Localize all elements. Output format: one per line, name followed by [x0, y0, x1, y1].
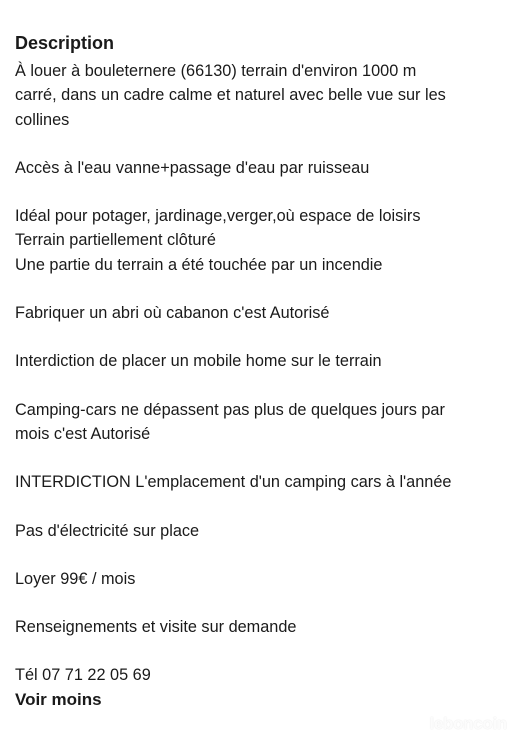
- description-paragraph: Fabriquer un abri où cabanon c'est Autorisé: [15, 304, 330, 323]
- description-paragraph: À louer à bouleternere (66130) terrain d'environ 1000 m carré, dans un cadre calme et naturel avec belle vue sur les collines: [15, 62, 446, 129]
- phone-paragraph: Tél 07 71 22 05 69: [15, 666, 151, 685]
- description-title: Description: [15, 33, 115, 53]
- description-paragraph: INTERDICTION L'emplacement d'un camping cars à l'année: [15, 473, 452, 492]
- voir-moins-link[interactable]: Voir moins: [15, 689, 102, 709]
- description-section: [15, 30, 505, 712]
- leboncoin-watermark: leboncoin: [429, 714, 507, 733]
- description-paragraph: Renseignements et visite sur demande: [15, 618, 297, 637]
- description-paragraph: Accès à l'eau vanne+passage d'eau par ruisseau: [15, 158, 370, 177]
- description-paragraph: Loyer 99€ / mois: [15, 569, 136, 588]
- description-paragraph: Idéal pour potager, jardinage,verger,où espace de loisirs Terrain partiellement clôturé Une partie du terrain a été touchée par un incendie: [15, 207, 421, 274]
- description-paragraph: Interdiction de placer un mobile home sur le terrain: [15, 352, 382, 371]
- description-paragraph: Pas d'électricité sur place: [15, 521, 200, 540]
- description-paragraph: Camping-cars ne dépassent pas plus de quelques jours par mois c'est Autorisé: [15, 400, 445, 443]
